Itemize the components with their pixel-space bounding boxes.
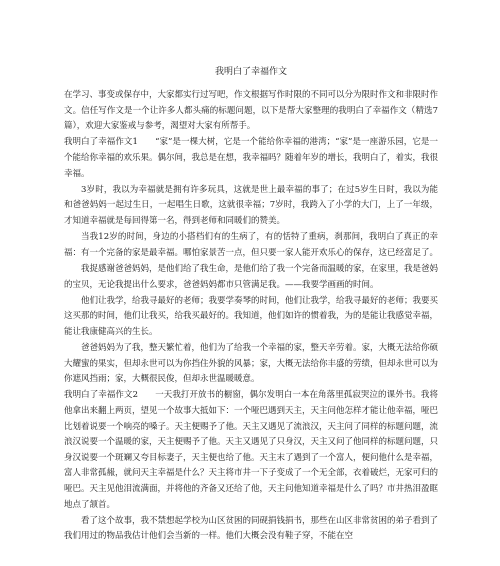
- paragraph: 我捉感谢爸爸妈妈，是他们给了我生命，是他们给了我一个完备而温暖的家，在家里，我是爸妈的宝贝，无论我提出什么要求，爸爸妈妈都市只管满足我。——我要学画画的时间。: [64, 263, 439, 290]
- document-body: [64, 88, 438, 545]
- paragraph: 我明白了幸福作文2 一天我打开放书的橱窗，偶尔发明白一本在角落里孤寂哭泣的课外书。我将他拿出来翻上两页，望见一个故事大抵如下：一个哑巴遇到天主，天主问他怎样才能让他幸福，哑巴比划着说要一个响亮的嗓子。天主便赐予了他。天主又遇见了流浪汉，天主问了同样的标题问题，流浪汉说要一个温暖的家，天主便赐予了他。天主又遇见了只身汉，天主又问了他同样的标题问题，只身汉说要一个斑斓又夸目标妻子，天主便也给了他。天主末了遇到了一个富人，便问他什么是幸福，富人非常孤赧，就问天主幸福是什么？天主将市井一下子变成了一个无全部，衣着破烂，无家可归的哑巴。天主见他泪流满面，并将他的齐备又还给了他，天主问他知道幸福是什么了吗？市井热泪盈眶地点了颔首。: [64, 390, 439, 510]
- paragraph: 爸爸妈妈为了我，整天繁忙着，他们为了给我一个幸福的家，整天辛劳着。家，大概无法给你硕大耀蜜的果实，但却永世可以为你挡住外貌的风暴；家，大概无法给你丰盛的劳绩，但却永世可以为你遮风挡雨；家，大概很民俊，但却永世温暖暖意。: [64, 343, 439, 385]
- document-title: 我明白了幸福作文: [214, 67, 287, 77]
- paragraph: 看了这个故事，我不禁想起学校为山区贫困的同砚捐钱捐书，那些在山区非常贫困的弟子看到了我们用过的物品我估计他们会当新的一样。他们大概会没有鞋子穿，不能在空: [64, 515, 439, 542]
- paragraph: 当我12岁的时间，身边的小搭档们有的生病了，有的恬特了重病，刹那间，我明白了真正的幸福：有一个完备的家是最幸福。哪怕家景苦一点，但只要一家人能开欢乐心的保存，这已经富足了。: [64, 232, 439, 258]
- paragraph: 我明白了幸福作文1 “家”是一棵大树，它是一个能给你幸福的港湾；“家”是一座游乐园，它是一个能给你幸福的欢乐果。偶尔间，我总是在想，我幸福吗？随着年岁的增长，我明白了，着实，我很幸福。: [64, 137, 439, 179]
- paragraph: 他们让我学，给我寻最好的老师；我要学奏琴的时间，他们让我学，给我寻最好的老师；我要买这买那的时间，他们让我买，给我买最好的。我知道，他们如许的惯着我，为的是能让我感觉幸福，能让我康健高兴的生长。: [64, 295, 439, 337]
- paragraph: 在学习、事变或保存中，大家都实行过写吧，作文根据写作时限的不同可以分为限时作文和非限时作文。信任写作文是一个让许多人都头痛的标题问题，以下是帮大家整理的我明白了幸福作文（精选7篇），欢迎大家鉴戒与参考，渴望对大家有所帮手。: [64, 90, 439, 132]
- paragraph: 3岁时，我以为幸福就是拥有许多玩具，这就是世上最幸福的事了；在过5岁生日时，我以为能和爸爸妈妈一起过生日，一起唱生日歌，这就很幸福；7岁时，我跨入了小学的大门，上了一年级，才知道幸福就是每回得第一名，得到老师和同暖们的赞美。: [64, 184, 438, 226]
